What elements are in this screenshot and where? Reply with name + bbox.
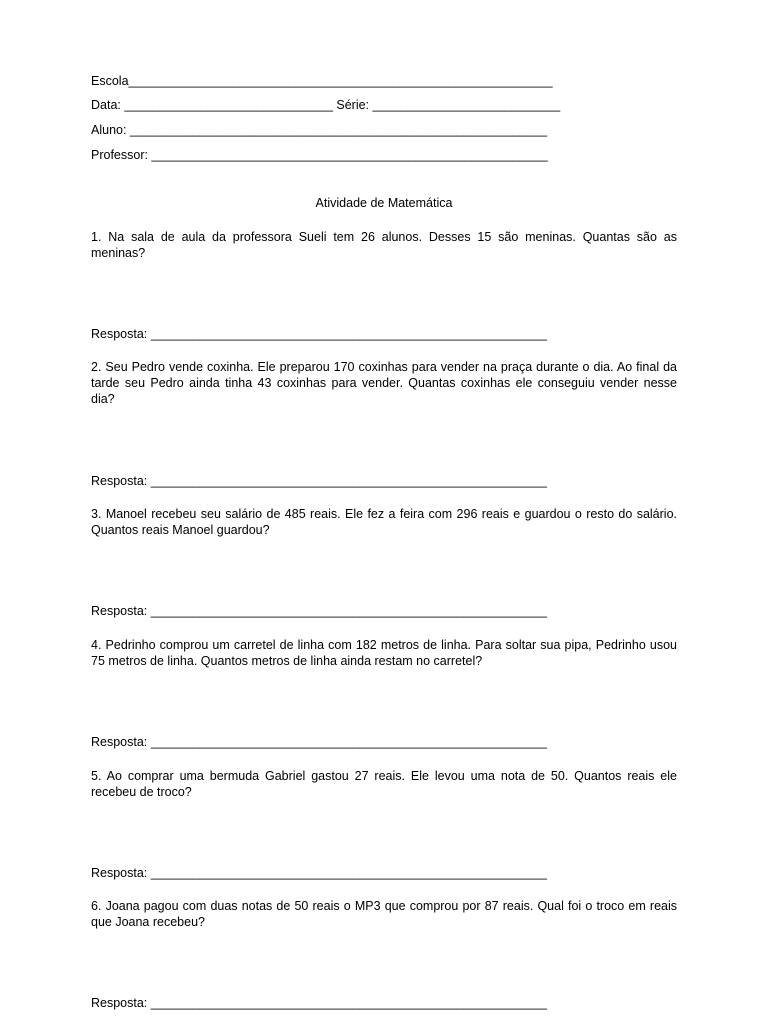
answer-line-5: Resposta: _________________________________________________________: [91, 866, 548, 880]
teacher-field: Professor: _________________________________________________________: [91, 148, 548, 162]
question-1: 1. Na sala de aula da professora Sueli tem 26 alunos. Desses 15 são meninas. Quantas são as meninas?: [91, 230, 677, 260]
question-2: 2. Seu Pedro vende coxinha. Ele preparou 170 coxinhas para vender na praça durante o dia. Ao final da tarde seu Pedro ainda tinha 43 coxinhas para vender. Quantas coxinhas ele conseguiu vender nesse dia?: [91, 360, 677, 406]
answer-line-2: Resposta: _________________________________________________________: [91, 474, 548, 488]
answer-line-3: Resposta: _________________________________________________________: [91, 604, 548, 618]
school-field: Escola_____________________________________________________________: [91, 74, 553, 88]
activity-title: Atividade de Matemática: [315, 196, 453, 210]
answer-line-4: Resposta: _________________________________________________________: [91, 735, 548, 749]
question-4: 4. Pedrinho comprou um carretel de linha com 182 metros de linha. Para soltar sua pipa, Pedrinho usou 75 metros de linha. Quantos metros de linha ainda restam no carretel?: [91, 638, 677, 668]
question-5: 5. Ao comprar uma bermuda Gabriel gastou 27 reais. Ele levou uma nota de 50. Quantos reais ele recebeu de troco?: [91, 769, 677, 799]
student-field: Aluno: ____________________________________________________________: [91, 123, 548, 137]
question-3: 3. Manoel recebeu seu salário de 485 reais. Ele fez a feira com 296 reais e guardou o resto do salário. Quantos reais Manoel guardou?: [91, 507, 677, 537]
question-6: 6. Joana pagou com duas notas de 50 reais o MP3 que comprou por 87 reais. Qual foi o troco em reais que Joana recebeu?: [91, 899, 677, 929]
answer-line-6: Resposta: _________________________________________________________: [91, 996, 548, 1010]
answer-line-1: Resposta: _________________________________________________________: [91, 327, 548, 341]
date-grade-field: Data: ______________________________ Série: ___________________________: [91, 98, 561, 112]
